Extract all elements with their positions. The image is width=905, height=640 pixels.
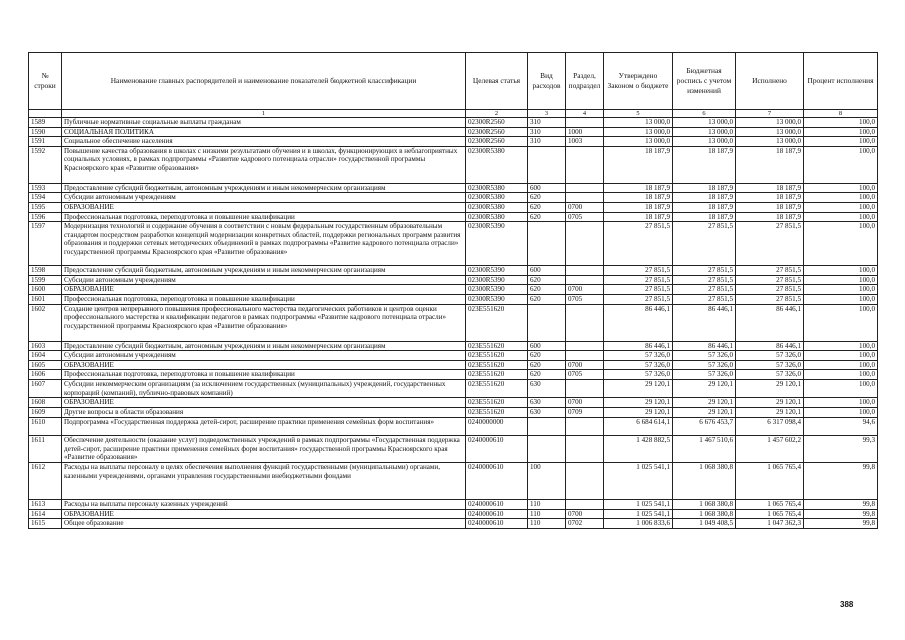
- table-row: [29, 463, 878, 500]
- row-section: 0700: [566, 360, 604, 370]
- row-expense-type: 310: [528, 127, 566, 137]
- row-percent: 100,0: [804, 351, 878, 361]
- row-name: ОБРАЗОВАНИЕ: [62, 202, 466, 212]
- row-section: [566, 417, 604, 436]
- table-row: [29, 285, 878, 295]
- row-section: [566, 193, 604, 203]
- row-number: 1591: [29, 137, 62, 147]
- row-budget-schedule: 18 187,9: [673, 212, 736, 222]
- row-section: [566, 351, 604, 361]
- row-section: 0702: [566, 519, 604, 529]
- row-executed: 27 851,5: [736, 294, 804, 304]
- row-number: 1601: [29, 294, 62, 304]
- row-name: Субсидии автономным учреждениям: [62, 275, 466, 285]
- row-name: Общее образование: [62, 519, 466, 529]
- row-percent: 100,0: [804, 202, 878, 212]
- row-name: Расходы на выплаты персоналу казенных учреждений: [62, 500, 466, 510]
- row-number: 1598: [29, 266, 62, 276]
- header-approved: Утверждено Законом о бюджете: [604, 53, 673, 110]
- row-target-article: 02300R5390: [466, 266, 528, 276]
- row-expense-type: 600: [528, 183, 566, 193]
- row-percent: 100,0: [804, 266, 878, 276]
- row-target-article: 02300R2560: [466, 118, 528, 128]
- row-number: 1607: [29, 379, 62, 398]
- row-executed: 6 317 098,4: [736, 417, 804, 436]
- row-budget-schedule: 57 326,0: [673, 351, 736, 361]
- row-percent: 99,8: [804, 519, 878, 529]
- row-target-article: 02300R5380: [466, 183, 528, 193]
- row-approved: 18 187,9: [604, 212, 673, 222]
- row-approved: 6 684 614,1: [604, 417, 673, 436]
- row-percent: 100,0: [804, 146, 878, 183]
- row-expense-type: [528, 417, 566, 436]
- row-name: Профессиональная подготовка, переподготовка и повышение квалификации: [62, 212, 466, 222]
- row-percent: 100,0: [804, 275, 878, 285]
- table-row: [29, 146, 878, 183]
- column-number: 8: [804, 110, 878, 118]
- table-row: [29, 222, 878, 266]
- row-executed: 13 000,0: [736, 118, 804, 128]
- row-target-article: 0240000000: [466, 417, 528, 436]
- row-name: Предоставление субсидий бюджетным, автономным учреждениям и иным некоммерческим организациям: [62, 266, 466, 276]
- row-approved: 27 851,5: [604, 266, 673, 276]
- table-row: [29, 118, 878, 128]
- row-budget-schedule: 6 676 453,7: [673, 417, 736, 436]
- row-percent: 99,8: [804, 463, 878, 500]
- row-name: Предоставление субсидий бюджетным, автономным учреждениям и иным некоммерческим организациям: [62, 183, 466, 193]
- column-number: 1: [62, 110, 466, 118]
- row-section: 0700: [566, 398, 604, 408]
- row-target-article: 0240000610: [466, 519, 528, 529]
- table-row: [29, 275, 878, 285]
- row-expense-type: [528, 436, 566, 463]
- row-number: 1611: [29, 436, 62, 463]
- row-executed: 27 851,5: [736, 285, 804, 295]
- row-approved: 29 120,1: [604, 398, 673, 408]
- row-executed: 13 000,0: [736, 137, 804, 147]
- row-name: Профессиональная подготовка, переподготовка и повышение квалификации: [62, 294, 466, 304]
- row-section: [566, 304, 604, 341]
- row-percent: 100,0: [804, 294, 878, 304]
- budget-table: [28, 52, 878, 529]
- header-executed: Исполнено: [736, 53, 804, 110]
- row-percent: 100,0: [804, 341, 878, 351]
- row-executed: 29 120,1: [736, 408, 804, 418]
- row-section: [566, 266, 604, 276]
- row-expense-type: 100: [528, 463, 566, 500]
- row-name: ОБРАЗОВАНИЕ: [62, 360, 466, 370]
- table-row: [29, 509, 878, 519]
- row-name: Другие вопросы в области образования: [62, 408, 466, 418]
- table-row: [29, 370, 878, 380]
- table-row: [29, 212, 878, 222]
- row-target-article: 02300R5380: [466, 146, 528, 183]
- row-target-article: 02300R5390: [466, 222, 528, 266]
- row-percent: 99,3: [804, 436, 878, 463]
- row-approved: 57 326,0: [604, 370, 673, 380]
- table-row: [29, 408, 878, 418]
- row-target-article: 023E551620: [466, 370, 528, 380]
- row-name: Модернизация технологий и содержание обучения в соответствии с новым федеральным государственным образовательным стандартом посредством разработки концепций модернизации конкретных областей, поддержки региональных программ развития образования и поддержки сетевых методических объединений в рамках подпрограммы «Развитие кадрового потенциала отрасли» государственной программы Красноярского края «Развитие образования»: [62, 222, 466, 266]
- row-number: 1614: [29, 509, 62, 519]
- row-target-article: 0240000610: [466, 463, 528, 500]
- row-expense-type: 620: [528, 202, 566, 212]
- row-percent: 100,0: [804, 212, 878, 222]
- row-approved: 18 187,9: [604, 193, 673, 203]
- header-name: Наименование главных распорядителей и наименование показателей бюджетной классификации: [62, 53, 466, 110]
- row-target-article: 023E551620: [466, 379, 528, 398]
- row-section: 0705: [566, 294, 604, 304]
- row-executed: 57 326,0: [736, 370, 804, 380]
- row-target-article: 023E551620: [466, 341, 528, 351]
- row-budget-schedule: 27 851,5: [673, 285, 736, 295]
- row-expense-type: 630: [528, 408, 566, 418]
- row-number: 1602: [29, 304, 62, 341]
- row-name: Субсидии некоммерческим организациям (за исключением государственных (муниципальных) учреждений, государственных корпораций (компаний), публично-правовых компаний): [62, 379, 466, 398]
- row-budget-schedule: 86 446,1: [673, 304, 736, 341]
- row-expense-type: 620: [528, 294, 566, 304]
- row-section: 0705: [566, 370, 604, 380]
- row-section: [566, 341, 604, 351]
- row-name: Профессиональная подготовка, переподготовка и повышение квалификации: [62, 370, 466, 380]
- row-approved: 13 000,0: [604, 118, 673, 128]
- row-approved: 18 187,9: [604, 202, 673, 212]
- row-number: 1592: [29, 146, 62, 183]
- row-budget-schedule: 18 187,9: [673, 146, 736, 183]
- row-percent: 94,6: [804, 417, 878, 436]
- row-section: [566, 275, 604, 285]
- row-section: [566, 146, 604, 183]
- row-expense-type: 630: [528, 398, 566, 408]
- table-row: [29, 266, 878, 276]
- row-approved: 18 187,9: [604, 146, 673, 183]
- row-executed: 27 851,5: [736, 275, 804, 285]
- row-executed: 86 446,1: [736, 304, 804, 341]
- row-target-article: 023E551620: [466, 304, 528, 341]
- row-number: 1615: [29, 519, 62, 529]
- column-number: 6: [673, 110, 736, 118]
- row-executed: 18 187,9: [736, 183, 804, 193]
- row-budget-schedule: 1 068 380,8: [673, 509, 736, 519]
- row-name: Публичные нормативные социальные выплаты гражданам: [62, 118, 466, 128]
- row-number: 1594: [29, 193, 62, 203]
- row-percent: 100,0: [804, 127, 878, 137]
- header-target-article: Целевая статья: [466, 53, 528, 110]
- row-section: [566, 463, 604, 500]
- row-approved: 29 120,1: [604, 408, 673, 418]
- table-row: [29, 436, 878, 463]
- row-expense-type: 620: [528, 275, 566, 285]
- row-section: [566, 500, 604, 510]
- row-section: [566, 379, 604, 398]
- row-target-article: 02300R5390: [466, 294, 528, 304]
- row-number: 1605: [29, 360, 62, 370]
- row-expense-type: 310: [528, 118, 566, 128]
- table-row: [29, 294, 878, 304]
- row-number: 1589: [29, 118, 62, 128]
- row-executed: 1 065 765,4: [736, 509, 804, 519]
- row-expense-type: [528, 222, 566, 266]
- row-approved: 27 851,5: [604, 294, 673, 304]
- table-body: [29, 118, 878, 529]
- row-budget-schedule: 27 851,5: [673, 294, 736, 304]
- row-target-article: 0240000610: [466, 509, 528, 519]
- column-number: 5: [604, 110, 673, 118]
- row-expense-type: 110: [528, 500, 566, 510]
- row-number: 1609: [29, 408, 62, 418]
- row-number: 1608: [29, 398, 62, 408]
- row-budget-schedule: 1 068 380,8: [673, 500, 736, 510]
- row-executed: 18 187,9: [736, 202, 804, 212]
- row-section: [566, 183, 604, 193]
- row-expense-type: 620: [528, 351, 566, 361]
- row-section: [566, 436, 604, 463]
- row-target-article: 02300R5390: [466, 275, 528, 285]
- row-expense-type: 630: [528, 379, 566, 398]
- row-percent: 99,8: [804, 500, 878, 510]
- table-row: [29, 202, 878, 212]
- row-section: 0700: [566, 285, 604, 295]
- row-target-article: 0240000610: [466, 436, 528, 463]
- row-percent: 100,0: [804, 360, 878, 370]
- row-name: ОБРАЗОВАНИЕ: [62, 398, 466, 408]
- row-executed: 27 851,5: [736, 222, 804, 266]
- row-name: Предоставление субсидий бюджетным, автономным учреждениям и иным некоммерческим организациям: [62, 341, 466, 351]
- row-name: Подпрограмма «Государственная поддержка детей-сирот, расширение практики применения семейных форм воспитания»: [62, 417, 466, 436]
- row-target-article: 023E551620: [466, 398, 528, 408]
- table-row: [29, 519, 878, 529]
- row-name: СОЦИАЛЬНАЯ ПОЛИТИКА: [62, 127, 466, 137]
- row-percent: 99,8: [804, 509, 878, 519]
- row-number: 1610: [29, 417, 62, 436]
- table-row: [29, 193, 878, 203]
- row-budget-schedule: 57 326,0: [673, 370, 736, 380]
- row-name: Субсидии автономным учреждениям: [62, 193, 466, 203]
- row-executed: 1 065 765,4: [736, 463, 804, 500]
- row-approved: 18 187,9: [604, 183, 673, 193]
- row-expense-type: [528, 304, 566, 341]
- column-number: 4: [566, 110, 604, 118]
- row-budget-schedule: 1 068 380,8: [673, 463, 736, 500]
- page-number: 388: [840, 600, 854, 609]
- table-row: [29, 417, 878, 436]
- row-name: ОБРАЗОВАНИЕ: [62, 285, 466, 295]
- row-number: 1603: [29, 341, 62, 351]
- row-executed: 18 187,9: [736, 193, 804, 203]
- row-name: Создание центров непрерывного повышения профессионального мастерства педагогических работников и центров оценки профессионального мастерства и квалификации педагогов в рамках подпрограммы «Развитие кадрового потенциала отрасли» государственной программы Красноярского края «Развитие образования»: [62, 304, 466, 341]
- row-approved: 1 025 541,1: [604, 463, 673, 500]
- row-budget-schedule: 18 187,9: [673, 193, 736, 203]
- table-row: [29, 379, 878, 398]
- column-number: [29, 110, 62, 118]
- row-approved: 1 025 541,1: [604, 509, 673, 519]
- row-section: 1000: [566, 127, 604, 137]
- row-executed: 18 187,9: [736, 146, 804, 183]
- row-budget-schedule: 13 000,0: [673, 127, 736, 137]
- row-executed: 18 187,9: [736, 212, 804, 222]
- row-approved: 1 025 541,1: [604, 500, 673, 510]
- row-approved: 13 000,0: [604, 127, 673, 137]
- column-number: 3: [528, 110, 566, 118]
- row-name: Расходы на выплаты персоналу в целях обеспечения выполнения функций государственными (муниципальными) органами, казенными учреждениями, органами управления государственными внебюджетными фондами: [62, 463, 466, 500]
- row-number: 1612: [29, 463, 62, 500]
- row-executed: 29 120,1: [736, 398, 804, 408]
- row-expense-type: [528, 146, 566, 183]
- row-name: ОБРАЗОВАНИЕ: [62, 509, 466, 519]
- row-number: 1590: [29, 127, 62, 137]
- row-number: 1604: [29, 351, 62, 361]
- row-percent: 100,0: [804, 370, 878, 380]
- row-section: 0705: [566, 212, 604, 222]
- table-header-row: [29, 53, 878, 110]
- row-expense-type: 600: [528, 266, 566, 276]
- row-target-article: 02300R5390: [466, 285, 528, 295]
- row-executed: 1 457 602,2: [736, 436, 804, 463]
- row-number: 1599: [29, 275, 62, 285]
- row-executed: 1 047 362,3: [736, 519, 804, 529]
- row-section: 0700: [566, 202, 604, 212]
- row-executed: 57 326,0: [736, 351, 804, 361]
- row-executed: 29 120,1: [736, 379, 804, 398]
- table-row: [29, 137, 878, 147]
- row-name: Субсидии автономным учреждениям: [62, 351, 466, 361]
- row-percent: 100,0: [804, 137, 878, 147]
- row-expense-type: 620: [528, 370, 566, 380]
- row-percent: 100,0: [804, 304, 878, 341]
- row-target-article: 023E551620: [466, 351, 528, 361]
- row-number: 1597: [29, 222, 62, 266]
- column-number: 7: [736, 110, 804, 118]
- row-name: Повышение качества образования в школах с низкими результатами обучения и в школах, функционирующих в неблагоприятных социальных условиях, в рамках подпрограммы «Развитие кадрового потенциала отрасли» государственной программы Красноярского края «Развитие образования»: [62, 146, 466, 183]
- row-approved: 57 326,0: [604, 360, 673, 370]
- row-name: Социальное обеспечение населения: [62, 137, 466, 147]
- column-number-row: [29, 110, 878, 118]
- row-executed: 1 065 765,4: [736, 500, 804, 510]
- row-approved: 1 006 833,6: [604, 519, 673, 529]
- row-budget-schedule: 18 187,9: [673, 202, 736, 212]
- row-approved: 86 446,1: [604, 304, 673, 341]
- row-target-article: 023E551620: [466, 360, 528, 370]
- row-expense-type: 310: [528, 137, 566, 147]
- row-budget-schedule: 1 467 510,6: [673, 436, 736, 463]
- row-number: 1595: [29, 202, 62, 212]
- header-section: Раздел, подраздел: [566, 53, 604, 110]
- table-row: [29, 360, 878, 370]
- row-budget-schedule: 27 851,5: [673, 275, 736, 285]
- row-target-article: 0240000610: [466, 500, 528, 510]
- table-row: [29, 183, 878, 193]
- table-row: [29, 398, 878, 408]
- row-percent: 100,0: [804, 118, 878, 128]
- row-budget-schedule: 13 000,0: [673, 137, 736, 147]
- row-budget-schedule: 1 049 408,5: [673, 519, 736, 529]
- row-expense-type: 620: [528, 360, 566, 370]
- row-expense-type: 620: [528, 285, 566, 295]
- table-row: [29, 341, 878, 351]
- row-section: [566, 118, 604, 128]
- row-percent: 100,0: [804, 398, 878, 408]
- row-budget-schedule: 27 851,5: [673, 222, 736, 266]
- row-target-article: 02300R5380: [466, 212, 528, 222]
- row-budget-schedule: 29 120,1: [673, 398, 736, 408]
- row-percent: 100,0: [804, 285, 878, 295]
- table-row: [29, 304, 878, 341]
- row-budget-schedule: 18 187,9: [673, 183, 736, 193]
- header-row-number: № строки: [29, 53, 62, 110]
- row-section: 0709: [566, 408, 604, 418]
- row-percent: 100,0: [804, 408, 878, 418]
- row-percent: 100,0: [804, 222, 878, 266]
- row-budget-schedule: 29 120,1: [673, 408, 736, 418]
- header-budget-schedule: Бюджетная роспись с учетом изменений: [673, 53, 736, 110]
- row-budget-schedule: 86 446,1: [673, 341, 736, 351]
- row-target-article: 02300R5380: [466, 202, 528, 212]
- row-approved: 1 428 882,5: [604, 436, 673, 463]
- row-expense-type: 600: [528, 341, 566, 351]
- header-expense-type: Вид расходов: [528, 53, 566, 110]
- row-approved: 27 851,5: [604, 275, 673, 285]
- row-number: 1613: [29, 500, 62, 510]
- row-target-article: 023E551620: [466, 408, 528, 418]
- row-executed: 27 851,5: [736, 266, 804, 276]
- row-approved: 13 000,0: [604, 137, 673, 147]
- table-row: [29, 127, 878, 137]
- row-target-article: 02300R5380: [466, 193, 528, 203]
- row-percent: 100,0: [804, 183, 878, 193]
- row-percent: 100,0: [804, 193, 878, 203]
- row-number: 1600: [29, 285, 62, 295]
- row-approved: 29 120,1: [604, 379, 673, 398]
- row-name: Обеспечение деятельности (оказание услуг) подведомственных учреждений в рамках подпрограммы «Государственная поддержка детей-сирот, расширение практики применения семейных форм воспитания» государственной программы Красноярского края «Развитие образования»: [62, 436, 466, 463]
- row-target-article: 02300R2560: [466, 127, 528, 137]
- row-budget-schedule: 29 120,1: [673, 379, 736, 398]
- row-expense-type: 620: [528, 212, 566, 222]
- row-expense-type: 110: [528, 519, 566, 529]
- row-budget-schedule: 27 851,5: [673, 266, 736, 276]
- column-number: 2: [466, 110, 528, 118]
- row-budget-schedule: 57 326,0: [673, 360, 736, 370]
- row-target-article: 02300R2560: [466, 137, 528, 147]
- row-budget-schedule: 13 000,0: [673, 118, 736, 128]
- row-expense-type: 110: [528, 509, 566, 519]
- row-section: 1003: [566, 137, 604, 147]
- row-executed: 86 446,1: [736, 341, 804, 351]
- table-row: [29, 500, 878, 510]
- row-number: 1596: [29, 212, 62, 222]
- table-row: [29, 351, 878, 361]
- row-section: [566, 222, 604, 266]
- row-number: 1606: [29, 370, 62, 380]
- row-approved: 57 326,0: [604, 351, 673, 361]
- row-executed: 57 326,0: [736, 360, 804, 370]
- row-number: 1593: [29, 183, 62, 193]
- header-percent: Процент исполнения: [804, 53, 878, 110]
- row-section: 0700: [566, 509, 604, 519]
- row-executed: 13 000,0: [736, 127, 804, 137]
- row-expense-type: 620: [528, 193, 566, 203]
- row-approved: 27 851,5: [604, 222, 673, 266]
- row-approved: 27 851,5: [604, 285, 673, 295]
- row-approved: 86 446,1: [604, 341, 673, 351]
- row-percent: 100,0: [804, 379, 878, 398]
